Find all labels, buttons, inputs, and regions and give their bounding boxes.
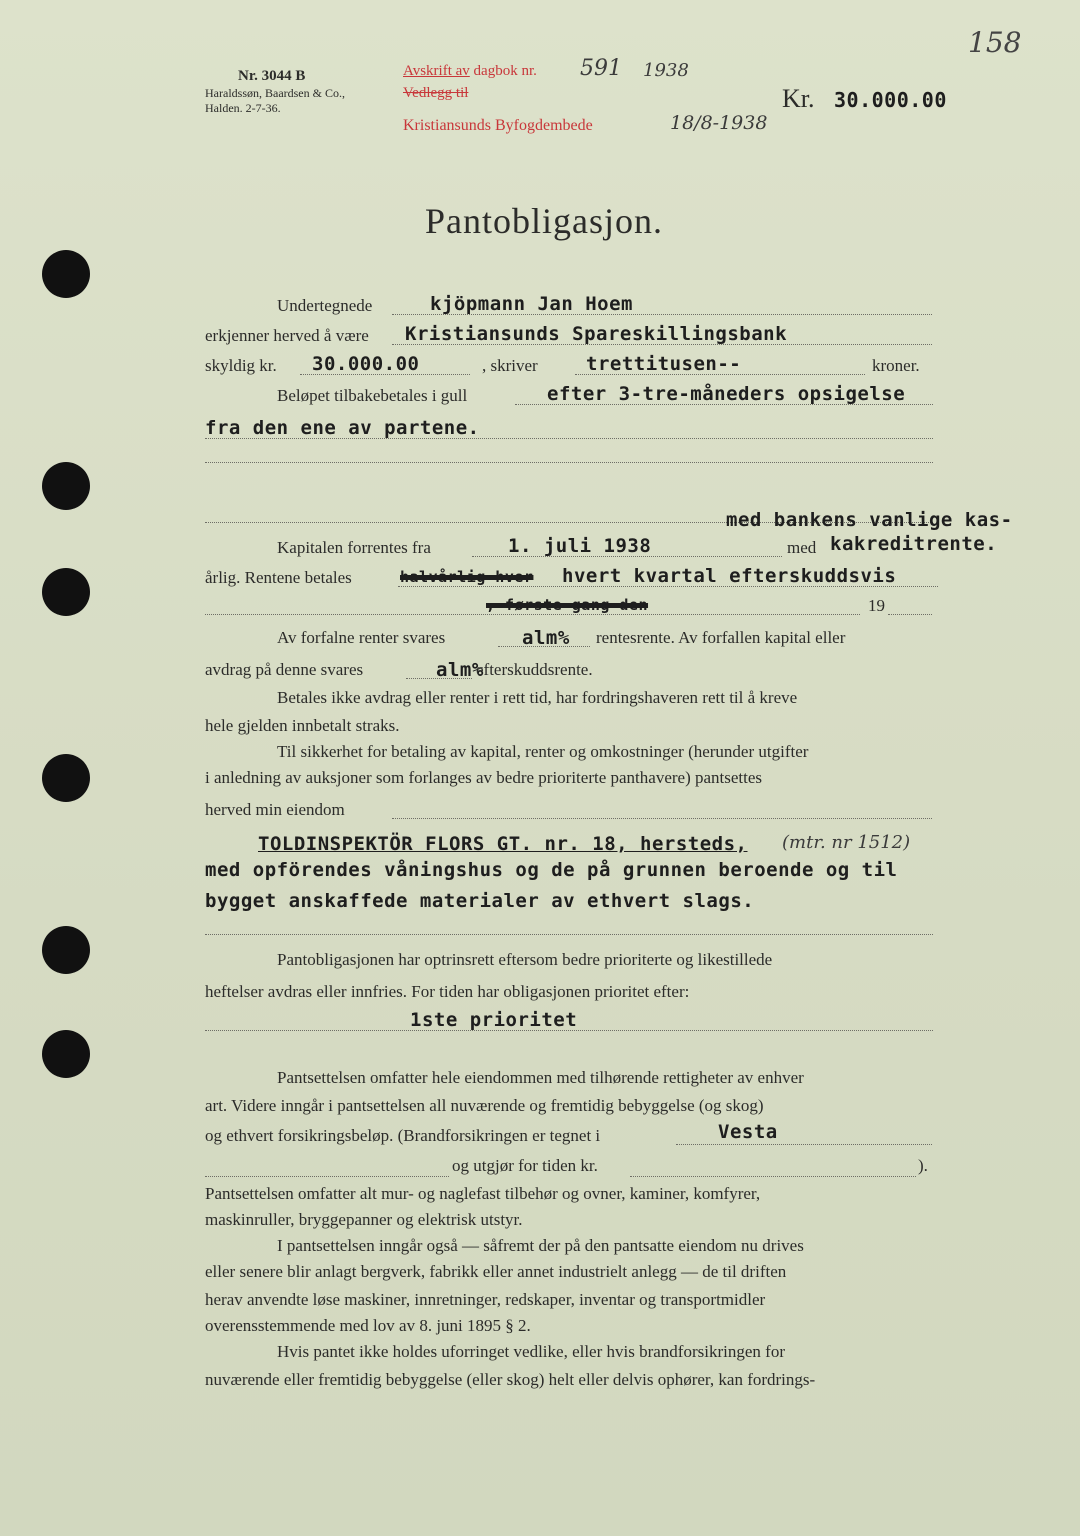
punch-hole-2	[42, 462, 90, 510]
property-line-3: bygget anskaffede materialer av ethvert slags.	[205, 890, 755, 912]
punch-hole-5	[42, 926, 90, 974]
printer-line-2: Halden. 2-7-36.	[205, 101, 281, 115]
printer-line-1: Haraldssøn, Baardsen & Co.,	[205, 86, 345, 100]
avskrift-label: Avskrift av	[403, 63, 470, 79]
kapitalen-label: Kapitalen forrentes fra	[277, 538, 431, 557]
terms-value: fra den ene av partene.	[205, 417, 480, 439]
forste-struck: , første gang den	[486, 596, 649, 614]
undertegnede-label: Undertegnede	[277, 296, 373, 315]
insurance-amount-line-2	[630, 1176, 916, 1177]
interest-start-date: 1. juli 1938	[508, 535, 652, 557]
forfalne-label: Av forfalne renter svares	[277, 628, 446, 647]
erkjenner-label: erkjenner herved å være	[205, 326, 369, 345]
dagbok-number: 591	[580, 56, 622, 81]
paragraph-scope-3: og ethvert forsikringsbeløp. (Brandforsikringen er tegnet i	[205, 1126, 601, 1145]
paragraph-fixtures-1: Pantsettelsen omfatter alt mur- og naglefast tilbehør og ovner, kaminer, komfyrer,	[205, 1184, 761, 1203]
document-title: Pantobligasjon.	[425, 201, 663, 241]
amount-in-words: trettitusen--	[586, 353, 742, 375]
paragraph-security-3: herved min eiendom	[205, 800, 345, 819]
vedlegg-label: Vedlegg til	[403, 85, 469, 101]
paragraph-industry-4: overensstemmende med lov av 8. juni 1895 § 2.	[205, 1316, 531, 1335]
amount-label: Kr.	[782, 84, 815, 113]
paragraph-industry-3: herav anvendte løse maskiner, innretninger, redskaper, inventar og transportmidler	[205, 1290, 766, 1309]
paragraph-industry-1: I pantsettelsen inngår også — såfremt der på den pantsatte eiendom nu drives	[277, 1236, 804, 1255]
paragraph-scope-1: Pantsettelsen omfatter hele eiendommen med tilhørende rettigheter av enhver	[277, 1068, 804, 1087]
paragraph-fixtures-2: maskinruller, bryggepanner og elektrisk utstyr.	[205, 1210, 523, 1229]
header-amount: 30.000.00	[834, 88, 947, 112]
priority-value: 1ste prioritet	[410, 1009, 578, 1031]
punch-hole-4	[42, 754, 90, 802]
paragraph-maintenance-1: Hvis pantet ikke holdes uforringet vedlike, eller hvis brandforsikringen for	[277, 1342, 785, 1361]
creditor-value: Kristiansunds Spareskillingsbank	[405, 323, 788, 345]
handwritten-date: 18/8-1938	[670, 112, 768, 134]
year-19-line	[888, 614, 932, 615]
dagbok-year: 1938	[643, 60, 689, 81]
belopet-value: efter 3-tre-måneders opsigelse	[547, 383, 906, 405]
paragraph-industry-2: eller senere blir anlagt bergverk, fabrikk eller annet industrielt anlegg — de til driften	[205, 1262, 787, 1281]
avdrag-value: alm%	[436, 659, 484, 681]
skyldig-amount: 30.000.00	[312, 353, 420, 375]
med-label: med	[787, 538, 817, 557]
paragraph-priority-2: heftelser avdras eller innfries. For tiden har obligasjonen prioritet efter:	[205, 982, 690, 1001]
page-number: 158	[968, 26, 1022, 59]
forfalne-value: alm%	[522, 627, 570, 649]
interest-type: kakreditrente.	[830, 533, 998, 555]
skyldig-label: skyldig kr.	[205, 356, 277, 375]
kroner-label: kroner.	[872, 356, 920, 375]
dagbok-label: dagbok nr.	[473, 63, 537, 79]
year-19-label: 19	[868, 596, 885, 615]
property-handwritten-note: (mtr. nr 1512)	[782, 832, 911, 853]
insurance-line	[676, 1144, 932, 1145]
eiendom-line	[392, 818, 932, 819]
undertegnede-value: kjöpmann Jan Hoem	[430, 293, 633, 315]
avdrag-label: avdrag på denne svares	[205, 660, 364, 679]
skriver-label: , skriver	[482, 356, 538, 375]
paragraph-security-2: i anledning av auksjoner som forlanges av bedre prioriterte panthavere) pantsettes	[205, 768, 763, 787]
paragraph-priority-1: Pantobligasjonen har optrinsrett eftersom bedre prioriterte og likestillede	[277, 950, 773, 969]
avdrag-rest: efterskuddsrente.	[476, 660, 593, 679]
forfalne-rest: rentesrente. Av forfallen kapital eller	[596, 628, 846, 647]
paragraph-scope-2: art. Videre inngår i pantsettelsen all nuværende og fremtidig bebyggelse (og skog)	[205, 1096, 764, 1115]
form-number: Nr. 3044 B	[238, 68, 306, 84]
arlig-struck: halvårlig hver	[400, 568, 534, 586]
paragraph-scope-4: og utgjør for tiden kr.	[452, 1156, 598, 1175]
insurance-company: Vesta	[718, 1121, 778, 1143]
punch-hole-1	[42, 250, 90, 298]
interest-extra: med bankens vanlige kas-	[726, 509, 1013, 531]
property-line-blank	[205, 934, 933, 935]
paragraph-default-2: hele gjelden innbetalt straks.	[205, 716, 400, 735]
paragraph-maintenance-2: nuværende eller fremtidig bebyggelse (eller skog) helt eller delvis ophører, kan fordrings-	[205, 1370, 816, 1389]
paragraph-security-1: Til sikkerhet for betaling av kapital, renter og omkostninger (herunder utgifter	[277, 742, 809, 761]
terms-line-2	[205, 462, 933, 463]
punch-hole-3	[42, 568, 90, 616]
red-header-avskrift	[403, 63, 537, 80]
arlig-label: årlig. Rentene betales	[205, 568, 352, 587]
paragraph-scope-4-end: ).	[918, 1156, 928, 1175]
forste-line	[205, 614, 860, 615]
insurance-amount-line-1	[205, 1176, 449, 1177]
property-address: TOLDINSPEKTÖR FLORS GT. nr. 18, hersteds,	[258, 833, 748, 855]
belopet-label: Beløpet tilbakebetales i gull	[277, 386, 468, 405]
paragraph-default-1: Betales ikke avdrag eller renter i rett tid, har fordringshaveren rett til å kreve	[277, 688, 798, 707]
punch-hole-6	[42, 1030, 90, 1078]
byfogdembede-label: Kristiansunds Byfogdembede	[403, 117, 593, 134]
property-line-2: med opförendes våningshus og de på grunnen beroende og til	[205, 859, 898, 881]
payment-schedule: hvert kvartal efterskuddsvis	[562, 565, 897, 587]
